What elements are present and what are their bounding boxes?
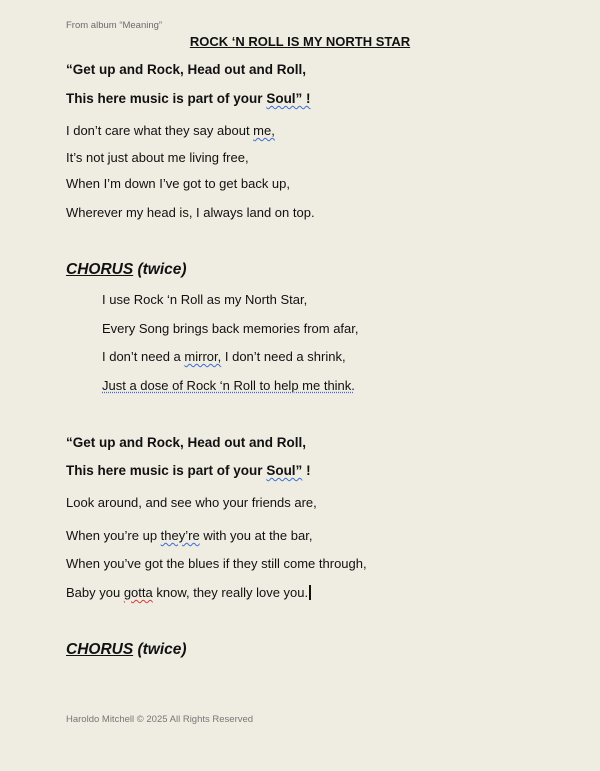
chorus-heading-label: CHORUS: [66, 261, 134, 278]
chorus-heading-repeat-twice: (twice): [133, 641, 187, 658]
verse2-line-4[interactable]: [66, 585, 311, 600]
verse2-line-4-c: know, they really love you.: [152, 585, 309, 600]
verse1-line-1-text: I don’t care what they say about: [66, 123, 254, 138]
chorus-line-3-c: I don’t need a shrink,: [221, 349, 346, 364]
hook-line-2: [66, 91, 311, 106]
song-title: ROCK ‘N ROLL IS MY NORTH STAR: [189, 34, 411, 49]
hook-line-1-repeat: “Get up and Rock, Head out and Roll,: [66, 435, 307, 450]
verse2-line-4-a: Baby you: [66, 585, 124, 600]
verse1-line-4: Wherever my head is, I always land on top.: [66, 205, 315, 220]
chorus-line-3: [102, 349, 346, 364]
verse2-line-3: When you’ve got the blues if they still come through,: [66, 556, 367, 571]
chorus-line-4-text: Just a dose of Rock ‘n Roll to help me think.: [102, 378, 355, 393]
chorus-line-2: Every Song brings back memories from afar,: [102, 321, 359, 336]
verse1-line-1-me: me,: [253, 123, 275, 138]
hook-line-2-repeat: [66, 463, 311, 478]
hook-line-2-repeat-end: !: [302, 463, 311, 478]
chorus-heading-repeat: [66, 641, 187, 659]
verse1-line-2: It’s not just about me living free,: [66, 150, 249, 165]
chorus-heading-twice: (twice): [133, 261, 187, 278]
chorus-heading: [66, 261, 187, 279]
verse1-line-1: [66, 123, 275, 138]
hook-line-2-repeat-soul: Soul”: [266, 463, 303, 478]
chorus-line-3-mirror: mirror,: [184, 349, 222, 364]
hook-line-2-repeat-text: This here music is part of your: [66, 463, 267, 478]
chorus-line-3-a: I don’t need a: [102, 349, 185, 364]
hook-line-1: “Get up and Rock, Head out and Roll,: [66, 62, 307, 77]
copyright-footer: Haroldo Mitchell © 2025 All Rights Reserved: [66, 714, 254, 725]
verse1-line-3: When I’m down I’ve got to get back up,: [66, 176, 291, 191]
hook-line-2-text: This here music is part of your: [66, 91, 267, 106]
hook-line-2-soul: Soul” !: [266, 91, 311, 106]
verse2-line-1: Look around, and see who your friends are,: [66, 495, 317, 510]
verse2-line-2-c: with you at the bar,: [199, 528, 313, 543]
chorus-line-1: I use Rock ‘n Roll as my North Star,: [102, 292, 308, 307]
verse2-line-4-gotta: gotta: [123, 585, 153, 600]
album-note: From album “Meaning”: [66, 20, 163, 31]
verse2-line-2: [66, 528, 312, 543]
chorus-line-4: [102, 378, 355, 393]
text-cursor: [309, 585, 311, 600]
chorus-heading-repeat-label: CHORUS: [66, 641, 134, 658]
verse2-line-2-theyre: they’re: [160, 528, 200, 543]
verse2-line-2-a: When you’re up: [66, 528, 161, 543]
